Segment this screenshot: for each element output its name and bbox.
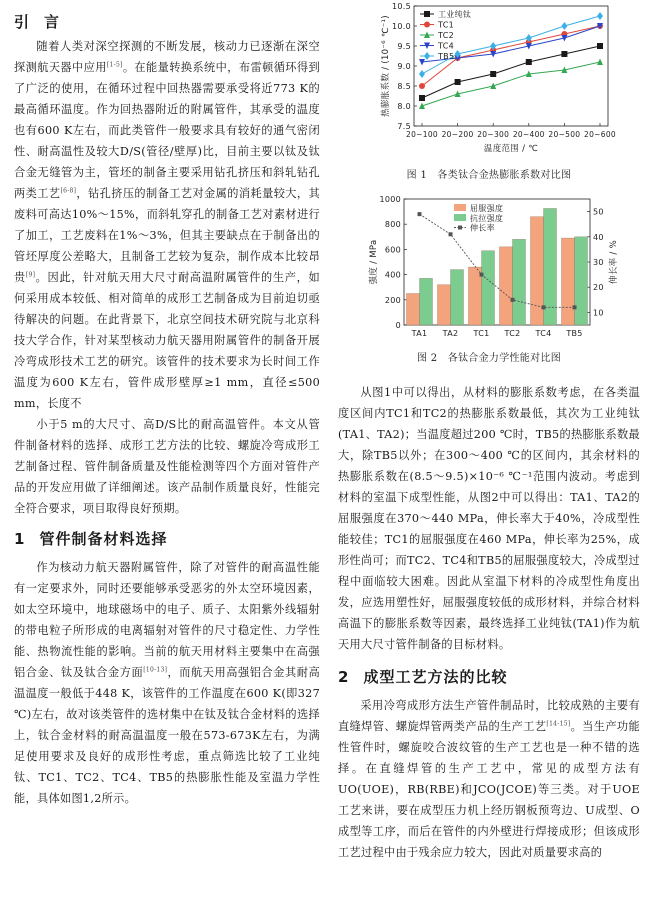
results-paragraph: 从图1中可以得出，从材料的膨胀系数考虑，在各类温度区间内TC1和TC2的热膨胀系数最低，其次为工业纯钛(TA1、TA2)；当温度超过200 ℃时，TB5的热膨胀系数最大，除TB5以外；在300～400 ℃的区间内，其余材料的热膨胀系数在(8.5～9.5)×10⁻⁶ ℃⁻¹范围内波动。考虑到材料的室温下成型性能，从图2中可以得出：TA1、TA2的屈服强度在370～440 MPa，伸长率大于40%，冷成型性能较佳；TC1的屈服强度在460 MPa，伸长率为25%，成形性尚可；而TC2、TC4和TB5的屈服强度较大，冷成型过程中面临较大困难。因此从室温下材料的冷成型性角度出发，应选用塑性好，屈服强度较低的成形材料，并综合材料高温下的膨胀系数等因素，最终选择工业纯钛(TA1)作为航天用大尺寸管件制备的目标材料。 <box>338 386 640 651</box>
thermal-expansion-chart <box>338 0 640 162</box>
data-point <box>561 51 567 57</box>
left-column <box>14 0 320 809</box>
figure-1-caption: 图 1 各类钛合金热膨胀系数对比图 <box>406 170 572 181</box>
mechanical-properties-chart <box>338 193 640 345</box>
legend-label: TB5 <box>438 52 455 61</box>
y-tick-label: 10.0 <box>391 22 411 31</box>
data-point <box>526 59 532 65</box>
data-point <box>561 22 567 30</box>
section-1-paragraph: 作为核动力航天器附属管件，除了对管件的耐高温性能有一定要求外，同时还要能够承受恶劣的外太空环境因素，如太空环境中，地球磁场中的电子、质子、太阳紫外线辐射的带电粒子所形成的电离辐射对管件的尺寸稳定性、力学性能、热物流性能的影响。当前的航天用材料主要集中在高强铝合金、钛及钛合金方面[10-13]，而航天用高强铝合金其耐高温温度一般低于448 K，该管件的工作温度在600 K(即327 ℃)左右，故对该类管件的选材集中在钛及钛合金材料的选择上，钛合金材料的耐高温温度一般在573-673K左右，为满足使用要求及良好的成形性考虑，重点筛选比较了工业纯钛、TC1、TC2、TC4、TB5的热膨胀性能及室温力学性能，具体如图1,2所示。 <box>14 561 320 805</box>
section-2-number: 2 <box>338 668 350 686</box>
x-tick-label: 20~500 <box>548 130 581 139</box>
intro-heading <box>14 8 320 36</box>
section-2-heading <box>338 663 640 691</box>
legend-label: 工业纯钛 <box>438 10 472 19</box>
legend-marker <box>424 52 430 60</box>
legend-swatch <box>454 214 466 221</box>
intro-heading-char1: 引 <box>14 13 31 31</box>
data-point <box>418 212 422 216</box>
x-tick-label: 20~400 <box>512 130 545 139</box>
y2-tick-label: 50 <box>593 207 604 217</box>
bar <box>513 239 526 325</box>
y-axis-label: 热膨胀系数 / (10⁻⁶ ℃⁻¹) <box>381 15 391 117</box>
legend-label: TC4 <box>438 41 454 51</box>
x-tick-label: TA2 <box>442 329 459 338</box>
y-tick-label: 9.5 <box>397 42 411 51</box>
x-tick-label: 20~600 <box>584 130 616 139</box>
legend-marker <box>424 22 430 28</box>
x-tick-label: TC2 <box>504 329 521 338</box>
y-tick-label: 600 <box>384 245 401 255</box>
y-tick-label: 800 <box>384 220 401 230</box>
figure-1 <box>338 0 640 183</box>
data-point <box>455 79 461 85</box>
bar <box>561 238 574 325</box>
y-tick-label: 400 <box>384 270 401 280</box>
x-tick-label: TA1 <box>411 329 428 338</box>
legend-label: 屈服强度 <box>470 204 504 213</box>
data-point <box>542 305 546 309</box>
intro-paragraph-2: 小于5 m的大尺寸、高D/S比的耐高温管件。本文从管件制备材料的选择、成形工艺方法的比较、螺旋冷弯成形工艺制备过程、管件制备质量及性能检测等四个方面对管件产品的开发应用做了详细阐述。该产品制作质量良好，性能完全符合要求，项目取得良好预期。 <box>14 418 320 515</box>
y-tick-label: 1000 <box>379 195 401 204</box>
x-tick-label: 20~300 <box>477 130 510 139</box>
x-tick-label: TC1 <box>473 329 490 338</box>
bar <box>406 294 419 326</box>
data-point <box>597 59 603 66</box>
x-axis-label: 温度范围 / ℃ <box>483 144 539 154</box>
bar <box>575 237 588 325</box>
data-point <box>419 95 425 101</box>
section-2-paragraph: 采用冷弯成形方法生产管件制品时，比较成熟的主要有直缝焊管、螺旋焊管两类产品的生产工艺[14-15]。当生产功能性管件时，螺旋咬合波纹管的生产工艺也是一种不错的选择。在直缝焊管的生产工艺中，常见的成型方法有UO(UOE)，RB(RBE)和JCO(JCOE)等三类。对于UOE工艺来讲，要在成型压力机上经历钢板预弯边、U成型、O成型等工序，而后在管件的内外壁进行焊接成形；但该成形工艺过程中由于残余应力较大，因此对质量要求高的 <box>338 699 640 859</box>
bar <box>451 270 464 325</box>
figure-2 <box>338 193 640 366</box>
section-2-title: 成型工艺方法的比较 <box>363 668 508 686</box>
y2-tick-label: 10 <box>593 308 604 318</box>
y-tick-label: 8.0 <box>397 102 411 111</box>
y-axis-label: 强度 / MPa <box>369 239 379 285</box>
bar <box>437 285 450 325</box>
y2-axis-label: 伸长率 / % <box>609 240 619 284</box>
intro-heading-char2: 言 <box>44 13 61 31</box>
legend-label: 伸长率 <box>470 223 495 233</box>
legend-label: TC1 <box>438 20 454 30</box>
y2-tick-label: 20 <box>593 283 604 293</box>
data-point <box>597 12 603 20</box>
x-tick-label: TC4 <box>535 329 552 338</box>
section-1-title: 管件制备材料选择 <box>39 530 168 548</box>
bar <box>482 251 495 325</box>
data-point <box>511 298 515 302</box>
y-tick-label: 9.0 <box>397 62 411 71</box>
data-point <box>480 273 484 277</box>
y-tick-label: 0 <box>395 321 401 330</box>
legend-marker <box>458 226 462 230</box>
x-tick-label: TB5 <box>566 329 583 338</box>
right-column <box>338 0 640 863</box>
x-tick-label: 20~100 <box>406 130 438 139</box>
figure-2-caption: 图 2 各钛合金力学性能对比图 <box>416 353 562 364</box>
legend-marker <box>424 11 430 17</box>
legend-label: TC2 <box>438 31 454 40</box>
y-tick-label: 10.5 <box>391 2 411 11</box>
intro-paragraph-1: 随着人类对深空探测的不断发展，核动力已逐渐在深空探测航天器中应用[1-5]。在能量转换系统中，布雷顿循环得到了广泛的使用，在循环过程中回热器需要承受将近773 K的最高循环温度。作为回热器附近的附属管件，其承受的温度也有600 K左右，而此类管件一般要求具有较好的通气密闭性、耐高温性及较大D/S(管径/壁厚)比，目前主要以钛及钛合金无缝管为主，管坯的制备主要采用钻孔挤压和斜轧钻孔两类工艺[6-8]，钻孔挤压的制备工艺对金属的消耗量较大，其废料可高达10%～15%，而斜轧穿孔的制备工艺对素材进行了加工，工艺废料在1%～3%，但其主要缺点在于制备出的管坯厚度公差略大，且制备工艺较为复杂，制作成本比较昂贵[9]。因此，针对航天用大尺寸耐高温附属管件的生产，如何采用成本较低、相对简单的成形工艺制备成为目前迫切亟待解决的问题。在此背景下，北京空间技术研究院与北京科技大学合作，针对某型核动力航天器用附属管件的制备开展冷弯成形技术工艺的研究。该管件的技术要求为长时间工作温度为600 K左右，管件成形壁厚≥1 mm，直径≤500 mm，长度不 <box>14 40 321 410</box>
section-1-number: 1 <box>14 530 26 548</box>
bar <box>420 278 433 325</box>
data-point <box>490 71 496 77</box>
data-point <box>449 232 453 236</box>
y-tick-label: 7.5 <box>397 122 411 131</box>
series-line <box>422 62 600 106</box>
y2-tick-label: 30 <box>593 258 604 267</box>
data-point <box>573 305 577 309</box>
y-tick-label: 8.5 <box>397 82 411 91</box>
legend-swatch <box>454 204 466 211</box>
section-1-heading <box>14 525 320 553</box>
x-tick-label: 20~200 <box>441 130 474 139</box>
data-point <box>419 70 425 78</box>
data-point <box>419 83 425 89</box>
legend-label: 抗拉强度 <box>470 214 504 223</box>
data-point <box>597 43 603 49</box>
y-tick-label: 200 <box>384 295 401 305</box>
y2-tick-label: 40 <box>593 232 604 242</box>
bar <box>499 247 512 325</box>
